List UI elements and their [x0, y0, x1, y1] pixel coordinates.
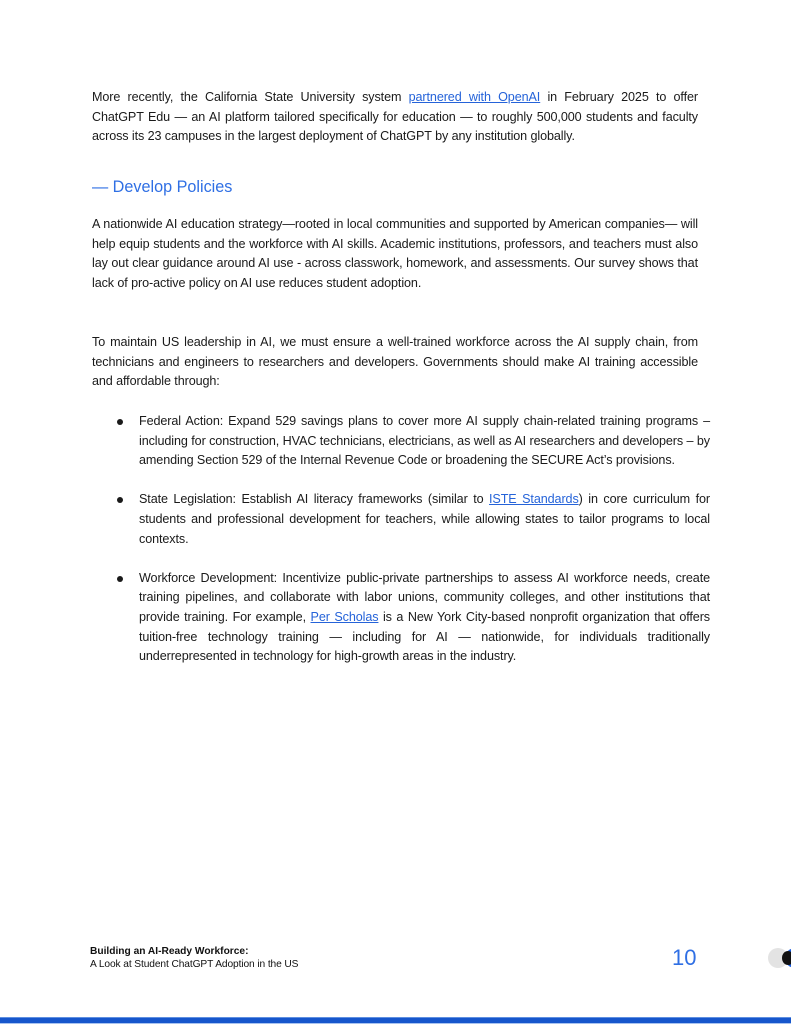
bullet-dot-icon: [117, 419, 123, 425]
bullet-federal-action: [114, 412, 710, 471]
paragraph-policy: A nationwide AI education strategy—rooted in local communities and supported by American companies— will help equip students and the workforce with AI skills. Academic institutions, professors, and teachers must also lay out clear guidance around AI use - across classwork, homework, and assessments. Our survey shows that lack of pro-active policy on AI use reduces student adoption.: [92, 217, 698, 290]
toggle-knob-dark: [782, 951, 791, 965]
policy-bullet-list: [114, 412, 710, 686]
bullet-text-start: State Legislation: Establish AI literacy frameworks (similar to: [139, 492, 490, 507]
bottom-accent-bar: [0, 1017, 791, 1024]
bullet-dot-icon: [117, 576, 123, 582]
bullet-dot-icon: [117, 497, 123, 503]
bullet-text: [139, 490, 710, 549]
footer-title: Building an AI-Ready Workforce:: [90, 946, 249, 957]
bullet-text-end: is a New York City-based nonprofit organization that offers tuition-free technology training — including for AI — nationwide, for individuals traditionally underrepresented in technology for high-growth areas in the industry.: [139, 609, 710, 664]
link-partnered-with-openai[interactable]: partnered with OpenAI: [408, 90, 541, 104]
bullet-text: Federal Action: Expand 529 savings plans to cover more AI supply chain-related training programs – including for construction, HVAC technicians, electricians, as well as AI researchers and developers – by amending Section 529 of the Internal Revenue Code or broadening the SECURE Act’s provisions.: [139, 414, 710, 468]
bullet-state-legislation: [114, 490, 710, 549]
link-per-scholas[interactable]: Per Scholas: [310, 609, 379, 624]
paragraph-leadership: To maintain US leadership in AI, we must ensure a well-trained workforce across the AI supply chain, from technicians and engineers to researchers and developers. Governments should make AI training accessible and affordable through:: [92, 335, 698, 389]
bullet-text-start: Workforce Development: Incentivize public-private partnerships to assess AI workforce needs, create training pipelines, and collaborate with labor unions, community colleges, and other institutions that provide training. For example,: [139, 570, 710, 624]
page-number: 10: [672, 945, 697, 970]
paragraph-intro: [92, 88, 698, 147]
link-iste-standards[interactable]: ISTE Standards: [489, 492, 579, 507]
paragraph-intro-text-end: in February 2025 to offer ChatGPT Edu — an AI platform tailored specifically for education — to roughly 500,000 students and faculty across its 23 campuses in the largest deployment of ChatGPT by any institution globally.: [92, 90, 698, 144]
navigation-toggle-icon[interactable]: [768, 948, 791, 968]
section-heading-develop-policies: — Develop Policies: [92, 178, 233, 196]
footer: [90, 945, 298, 971]
bullet-workforce-development: [114, 569, 710, 667]
bullet-text-end: ) in core curriculum for students and professional development for teachers, while allowing states to tailor programs to local contexts.: [139, 492, 710, 546]
bullet-text: [139, 569, 710, 667]
paragraph-intro-text-start: More recently, the California State University system: [92, 90, 409, 104]
footer-subtitle: A Look at Student ChatGPT Adoption in the US: [90, 959, 299, 970]
